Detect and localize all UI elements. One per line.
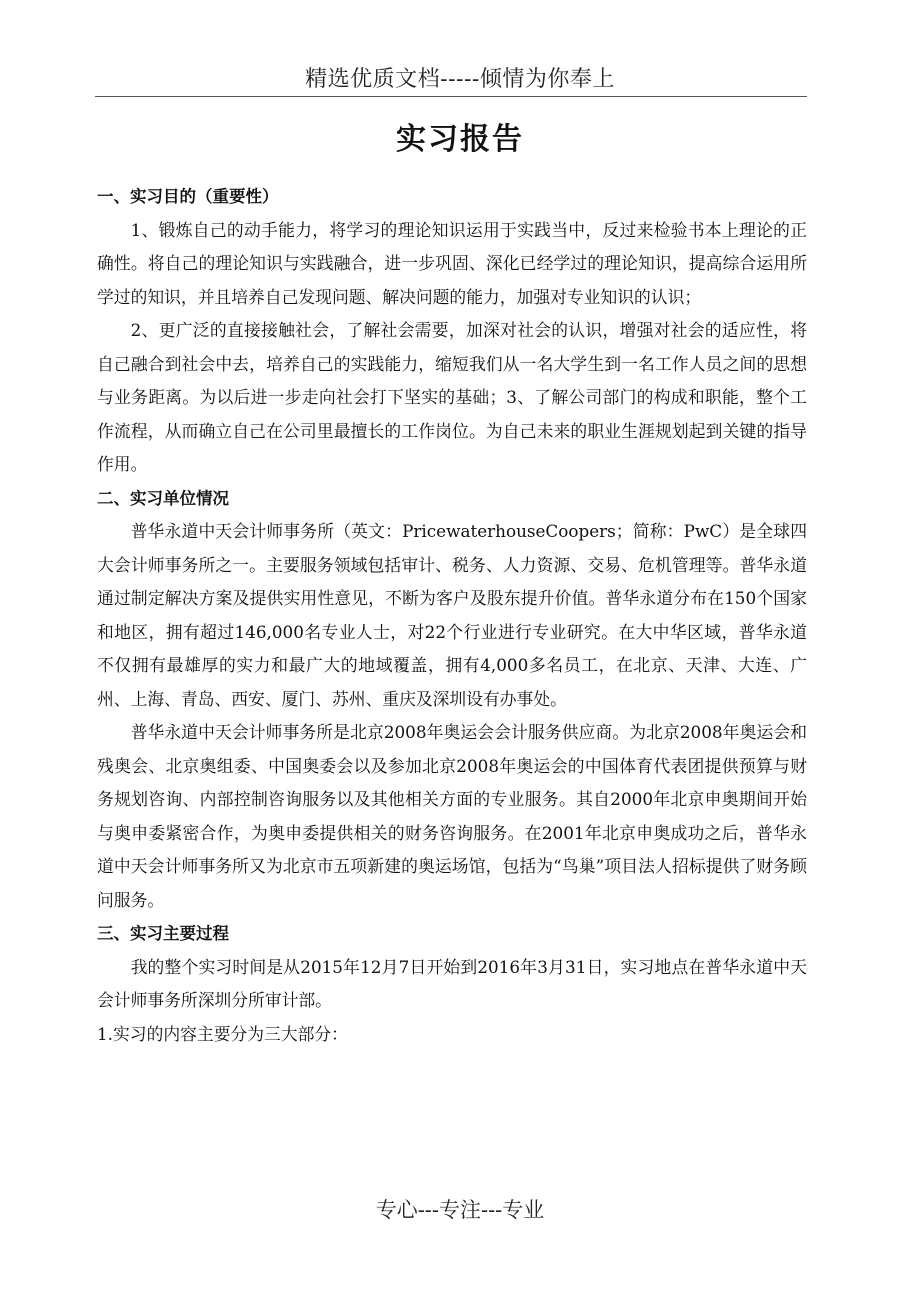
paragraph: 2、更广泛的直接接触社会，了解社会需要，加深对社会的认识，增强对社会的适应性，将自己融合到社会中去，培养自己的实践能力，缩短我们从一名大学生到一名工作人员之间的思想与业务距离。为以后进一步走向社会打下坚实的基础；3、了解公司部门的构成和职能，整个工作流程，从而确立自己在公司里最擅长的工作岗位。为自己未来的职业生涯规划起到关键的指导作用。 — [97, 320, 807, 474]
paragraph: 普华永道中天会计师事务所是北京2008年奥运会会计服务供应商。为北京2008年奥运会和残奥会、北京奥组委、中国奥委会以及参加北京2008年奥运会的中国体育代表团提供预算与财务规划咨询、内部控制咨询服务以及其他相关方面的专业服务。其自2000年北京申奥期间开始与奥申委紧密合作，为奥申委提供相关的财务咨询服务。在2001年北京申奥成功之后，普华永道中天会计师事务所又为北京市五项新建的奥运场馆，包括为“鸟巢”项目法人招标提供了财务顾问服务。 — [97, 722, 807, 910]
paragraph: 我的整个实习时间是从2015年12月7日开始到2016年3月31日，实习地点在普华永道中天会计师事务所深圳分所审计部。 — [97, 956, 807, 1010]
header-divider — [95, 96, 807, 97]
section-heading-purpose: 一、实习目的（重要性） — [97, 187, 279, 206]
paragraph: 普华永道中天会计师事务所（英文：PricewaterhouseCoopers；简称：PwC）是全球四大会计师事务所之一。主要服务领域包括审计、税务、人力资源、交易、危机管理等。普华永道通过制定解决方案及提供实用性意见，不断为客户及股东提升价值。普华永道分布在150个国家和地区，拥有超过146,000名专业人士，对22个行业进行专业研究。在大中华区域，普华永道不仅拥有最雄厚的实力和最广大的地域覆盖，拥有4,000多名员工，在北京、天津、大连、广州、上海、青岛、西安、厦门、苏州、重庆及深圳设有办事处。 — [97, 521, 807, 709]
paragraph: 1、锻炼自己的动手能力，将学习的理论知识运用于实践当中，反过来检验书本上理论的正确性。将自己的理论知识与实践融合，进一步巩固、深化已经学过的理论知识，提高综合运用所学过的知识，并且培养自己发现问题、解决问题的能力，加强对专业知识的认识； — [97, 219, 807, 307]
document-body — [97, 180, 807, 1051]
section-heading-company: 二、实习单位情况 — [97, 488, 229, 508]
document-title: 实习报告 — [396, 122, 524, 157]
page-footer: 专心---专注---专业 — [375, 1198, 545, 1222]
section-heading-process: 三、实习主要过程 — [97, 924, 229, 943]
subheading: 1.实习的内容主要分为三大部分： — [97, 1023, 348, 1044]
page-header: 精选优质文档-----倾情为你奉上 — [305, 67, 615, 92]
